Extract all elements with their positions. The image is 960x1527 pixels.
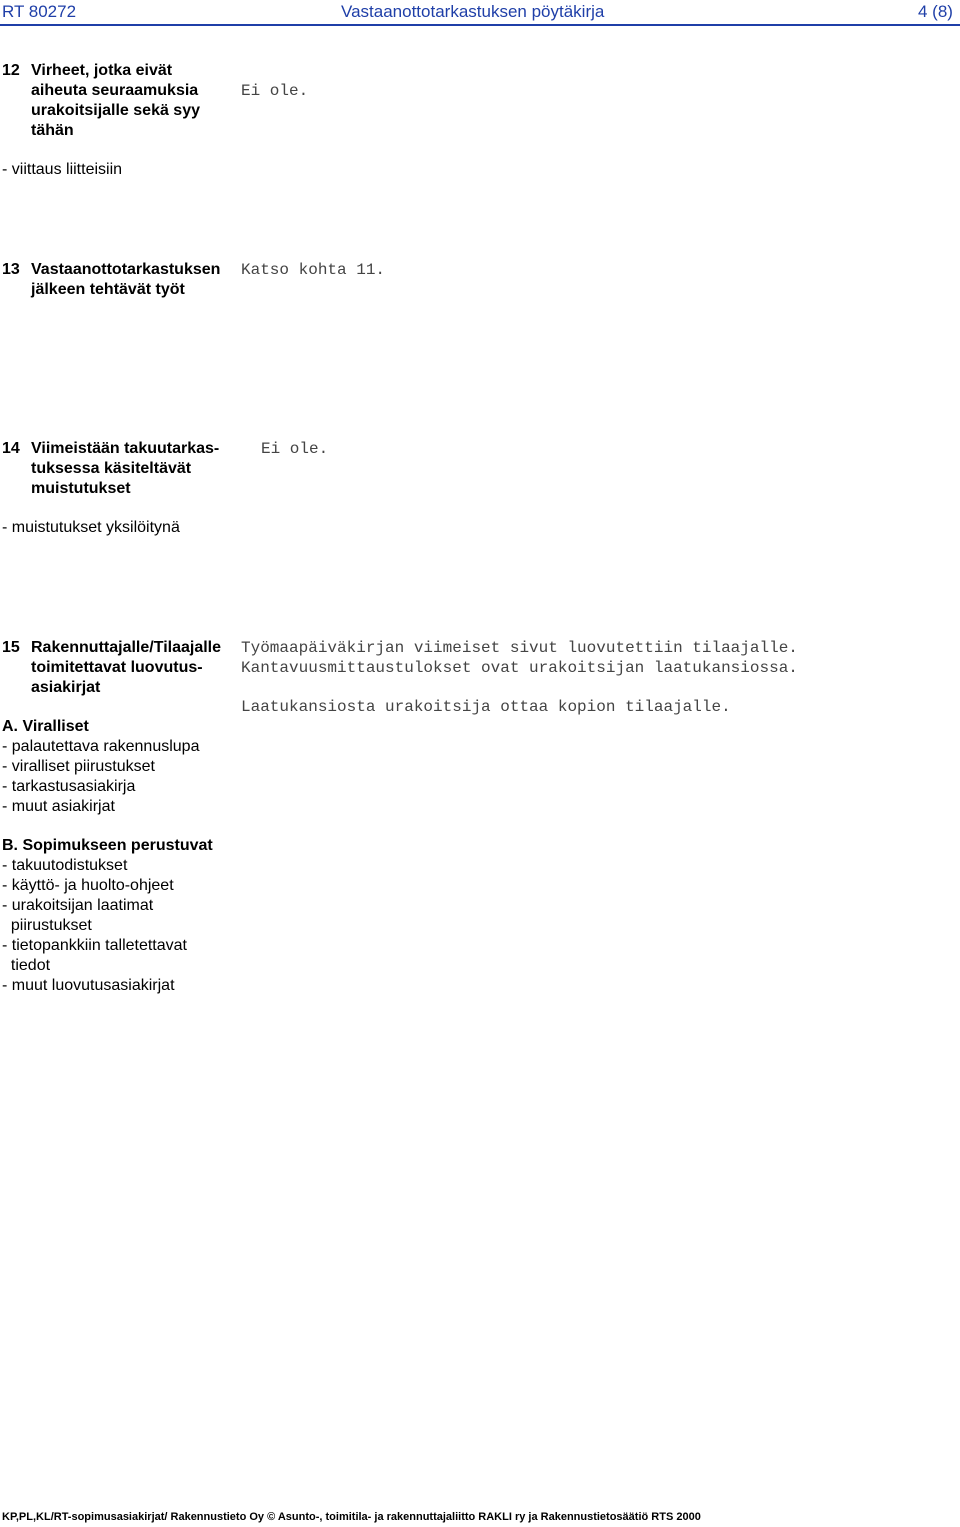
section-15-title	[31, 638, 221, 698]
group-b-item: - takuutodistukset	[2, 857, 128, 874]
group-a-item: - tarkastusasiakirja	[2, 778, 136, 795]
section-12-note: - viittaus liitteisiin	[2, 161, 123, 178]
section-15-title-line: Rakennuttajalle/Tilaajalle	[31, 639, 222, 656]
section-15-value-line: Laatukansiosta urakoitsija ottaa kopion tilaajalle.	[241, 698, 731, 716]
section-14-title-line: muistutukset	[31, 480, 131, 497]
section-15-value-line: Työmaapäiväkirjan viimeiset sivut luovutettiin tilaajalle.	[241, 639, 798, 657]
section-15-group-a	[2, 717, 199, 817]
section-14-title-line: Viimeistään takuutarkas-	[31, 440, 220, 457]
group-b-item: tiedot	[2, 957, 51, 974]
section-12-title-line: Virheet, jotka eivät	[31, 62, 173, 79]
section-13-title-line: Vastaanottotarkastuksen	[31, 261, 221, 278]
section-12-value: Ei ole.	[241, 82, 309, 100]
section-12-title	[31, 61, 200, 141]
group-b-item: - käyttö- ja huolto-ohjeet	[2, 877, 174, 894]
group-a-item: - muut asiakirjat	[2, 798, 115, 815]
group-b-item: - urakoitsijan laatimat	[2, 897, 154, 914]
group-b-item: - muut luovutusasiakirjat	[2, 977, 175, 994]
page-number: 4 (8)	[918, 2, 953, 21]
section-12-title-line: tähän	[31, 122, 74, 139]
group-b-heading: B. Sopimukseen perustuvat	[2, 837, 213, 854]
section-12-number: 12	[2, 62, 20, 79]
group-a-item: - viralliset piirustukset	[2, 758, 155, 775]
section-13-number: 13	[2, 261, 20, 278]
document-title: Vastaanottotarkastuksen pöytäkirja	[341, 2, 605, 21]
section-12-title-line: urakoitsijalle sekä syy	[31, 102, 200, 119]
section-15-group-b	[2, 836, 213, 996]
group-b-item: piirustukset	[2, 917, 92, 934]
section-14-title	[31, 439, 219, 499]
section-15-title-line: asiakirjat	[31, 679, 101, 696]
section-15-title-line: toimitettavat luovutus-	[31, 659, 203, 676]
copyright-footer: KP,PL,KL/RT-sopimusasiakirjat/ Rakennustieto Oy © Asunto-, toimitila- ja rakennuttajaliitto RAKLI ry ja Rakennustietosäätiö RTS 2000	[2, 1511, 701, 1523]
section-14-note: - muistutukset yksilöitynä	[2, 519, 180, 536]
group-b-item: - tietopankkiin talletettavat	[2, 937, 187, 954]
section-15-number: 15	[2, 639, 20, 656]
document-code: RT 80272	[2, 2, 77, 21]
group-a-heading: A. Viralliset	[2, 718, 89, 735]
section-14-value: Ei ole.	[261, 440, 329, 458]
section-12-title-line: aiheuta seuraamuksia	[31, 82, 199, 99]
header-divider	[0, 24, 960, 26]
section-15-value-line: Kantavuusmittaustulokset ovat urakoitsijan laatukansiossa.	[241, 659, 798, 677]
section-14-number: 14	[2, 440, 20, 457]
section-13-title-line: jälkeen tehtävät työt	[31, 281, 185, 298]
section-13-value: Katso kohta 11.	[241, 261, 386, 279]
section-13-title	[31, 260, 220, 300]
group-a-item: - palautettava rakennuslupa	[2, 738, 200, 755]
section-14-title-line: tuksessa käsiteltävät	[31, 460, 192, 477]
